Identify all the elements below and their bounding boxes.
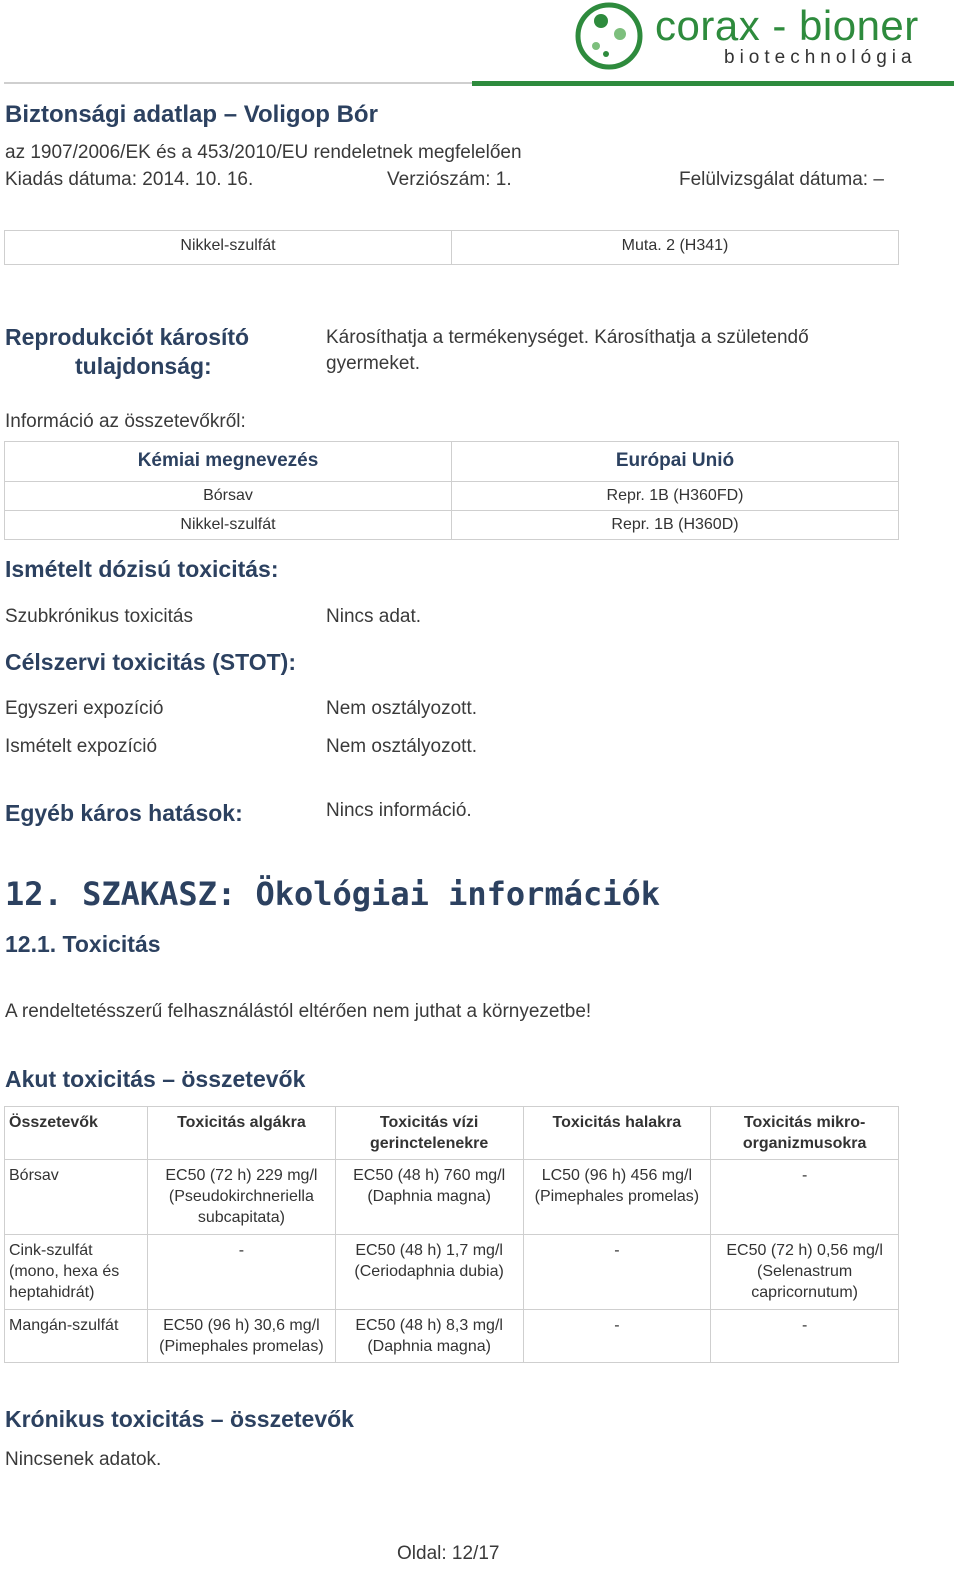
header-microorganisms: Toxicitás mikro- organizmusokra [711, 1107, 899, 1160]
section-12-1-title: 12.1. Toxicitás [5, 931, 161, 957]
table-row [5, 231, 899, 265]
class-cell: Muta. 2 (H341) [452, 231, 899, 265]
environment-note: A rendeltetésszerű felhasználástól eltérően nem juthat a környezetbe! [5, 1001, 592, 1022]
version-number: Verziószám: 1. [387, 169, 512, 190]
other-effects-heading: Egyéb káros hatások: [5, 800, 243, 826]
reproduction-label: Reprodukciót károsító tulajdonság: [5, 324, 250, 379]
subchronic-value: Nincs adat. [326, 606, 422, 627]
review-date: Felülvizsgálat dátuma: – [679, 169, 884, 190]
table-row [5, 442, 899, 482]
subchronic-label: Szubkrónikus toxicitás [5, 606, 193, 627]
regulation-text: az 1907/2006/EK és a 453/2010/EU rendeletnek megfelelően [5, 142, 522, 163]
chronic-toxicity-value: Nincsenek adatok. [5, 1449, 162, 1470]
repeated-exposure-value: Nem osztályozott. [326, 736, 477, 757]
header-invertebrates: Toxicitás vízi gerinctelenekre [335, 1107, 523, 1160]
components-info: Információ az összetevőkről: [5, 411, 246, 432]
issue-date: Kiadás dátuma: 2014. 10. 16. [5, 169, 254, 190]
table-row: Összetevők Toxicitás algákra Toxicitás vízi gerinctelenekre Toxicitás halakra Toxicitás mikro- organizmusokra [5, 1107, 899, 1160]
acute-toxicity-table [4, 1106, 899, 1363]
header-divider-accent [472, 81, 954, 86]
components-table [4, 441, 899, 540]
logo-name: corax - bioner [655, 2, 919, 49]
single-exposure-label: Egyszeri expozíció [5, 698, 164, 719]
reproduction-text: Károsíthatja a termékenységet. Károsíthatja a születendő gyermeket. [326, 327, 809, 374]
repeated-exposure-label: Ismételt expozíció [5, 736, 158, 757]
header-chemical-name: Kémiai megnevezés [5, 442, 452, 482]
document-title: Biztonsági adatlap – Voligop Bór [5, 101, 378, 128]
single-exposure-value: Nem osztályozott. [326, 698, 477, 719]
acute-toxicity-heading: Akut toxicitás – összetevők [5, 1066, 306, 1092]
repeated-dose-heading: Ismételt dózisú toxicitás: [5, 556, 279, 582]
stot-heading: Célszervi toxicitás (STOT): [5, 649, 296, 675]
chronic-toxicity-heading: Krónikus toxicitás – összetevők [5, 1406, 354, 1432]
mutagenicity-table [4, 230, 899, 265]
other-effects-value: Nincs információ. [326, 800, 472, 821]
logo-subtitle: biotechnológia [724, 47, 917, 68]
table-row: Nikkel-szulfát Repr. 1B (H360D) [5, 511, 899, 540]
table-row: Mangán-szulfát EC50 (96 h) 30,6 mg/l (Pimephales promelas) EC50 (48 h) 8,3 mg/l (Daphnia magna) - - [5, 1310, 899, 1363]
page-number: Oldal: 12/17 [397, 1543, 500, 1564]
logo [574, 1, 644, 71]
header-eu: Európai Unió [452, 442, 899, 482]
table-row: Bórsav Repr. 1B (H360FD) [5, 482, 899, 511]
substance-cell: Nikkel-szulfát [5, 231, 452, 265]
table-row: Bórsav EC50 (72 h) 229 mg/l (Pseudokirchneriella subcapitata) EC50 (48 h) 760 mg/l (Daphnia magna) LC50 (96 h) 456 mg/l (Pimephales promelas) - [5, 1160, 899, 1235]
logo-circle-icon [574, 1, 644, 71]
table-row: Cink-szulfát (mono, hexa és heptahidrát) - EC50 (48 h) 1,7 mg/l (Ceriodaphnia dubia) - EC50 (72 h) 0,56 mg/l (Selenastrum capricornutum) [5, 1235, 899, 1310]
section-12-title: 12. SZAKASZ: Ökológiai információk [5, 875, 661, 913]
